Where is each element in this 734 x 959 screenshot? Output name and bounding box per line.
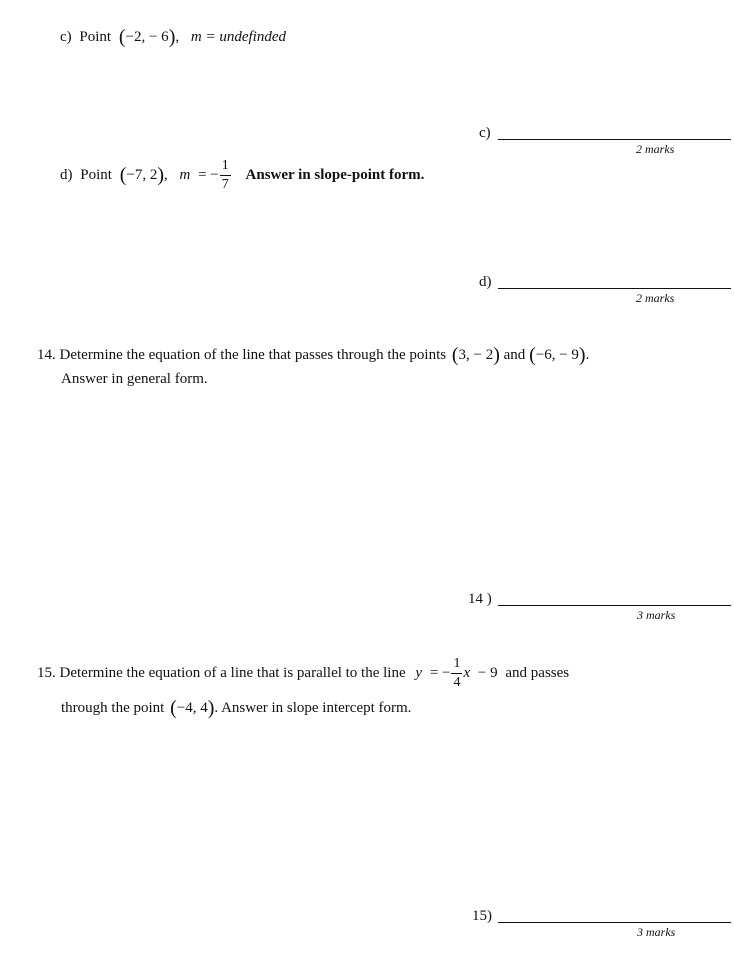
q14-answer-line[interactable] (498, 605, 731, 606)
q15-text-after: and passes (505, 664, 570, 681)
q15-eq-sign: = − (429, 664, 451, 681)
q14-point1: 3, − 2 (458, 347, 494, 363)
part-d-instruction: Answer in slope-point form. (245, 166, 425, 183)
part-c-label: c) (60, 29, 72, 45)
part-c-question: c) Point (−2, − 6), m = undefinded (60, 26, 286, 48)
q15-line2-before: through the point (61, 700, 165, 716)
q14-text: Determine the equation of the line that passes through the points (59, 347, 447, 363)
q15-tail: − 9 (477, 664, 498, 681)
part-d-slope-fraction (220, 159, 231, 192)
part-d-point-word: Point (80, 166, 112, 183)
q15-marks: 3 marks (637, 925, 676, 939)
part-d-slope-denominator: 7 (221, 177, 229, 192)
q15-y-var: y (415, 664, 423, 681)
q14-point2: −6, − 9 (535, 347, 579, 363)
q15-line2-after: . Answer in slope intercept form. (214, 700, 412, 716)
part-d-label: d) (60, 166, 73, 183)
part-d-marks: 2 marks (636, 291, 675, 305)
q15-point: −4, 4 (176, 700, 208, 716)
q15-text: Determine the equation of a line that is parallel to the line (59, 664, 406, 681)
q15-question-line2: through the point (−4, 4). Answer in slope intercept form. (61, 697, 412, 719)
q15-answer-label: 15) (472, 908, 492, 924)
q15-x-var: x (463, 664, 471, 681)
part-d-answer-label: d) (479, 274, 492, 290)
part-c-answer-line[interactable] (498, 139, 731, 140)
part-d-answer-line[interactable] (498, 288, 731, 289)
q14-marks: 3 marks (637, 608, 676, 622)
part-d-slope-var: m (179, 166, 191, 183)
q15-answer-line[interactable] (498, 922, 731, 923)
part-c-point-word: Point (79, 29, 112, 45)
part-d-point: −7, 2 (126, 166, 158, 183)
q14-and: and (503, 347, 526, 363)
q15-slope-numerator: 1 (451, 657, 462, 674)
q14-question-line2: Answer in general form. (61, 371, 208, 387)
q15-slope-denominator: 4 (453, 675, 461, 690)
q14-question-line1: 14. Determine the equation of the line that passes through the points (3, − 2) and (−6, − 9). (37, 344, 590, 366)
part-c-slope-value: = undefinded (205, 29, 286, 45)
q15-number: 15. (37, 664, 56, 681)
q14-answer-label: 14 ) (468, 591, 492, 607)
q14-number: 14. (37, 347, 56, 363)
part-d-question: d) Point (−7, 2), m = − $\frac{1}{7}$ Answer in slope-point form. (60, 158, 425, 192)
part-c-marks: 2 marks (636, 142, 675, 156)
q15-question-line1 (37, 657, 569, 690)
part-d-slope-numerator: 1 (220, 159, 231, 176)
part-c-slope-var: m (190, 29, 202, 45)
part-c-point: −2, − 6 (125, 29, 169, 45)
part-c-answer-label: c) (479, 125, 491, 141)
q15-slope-fraction (451, 657, 462, 690)
part-d-slope-sign: = − (198, 166, 219, 183)
